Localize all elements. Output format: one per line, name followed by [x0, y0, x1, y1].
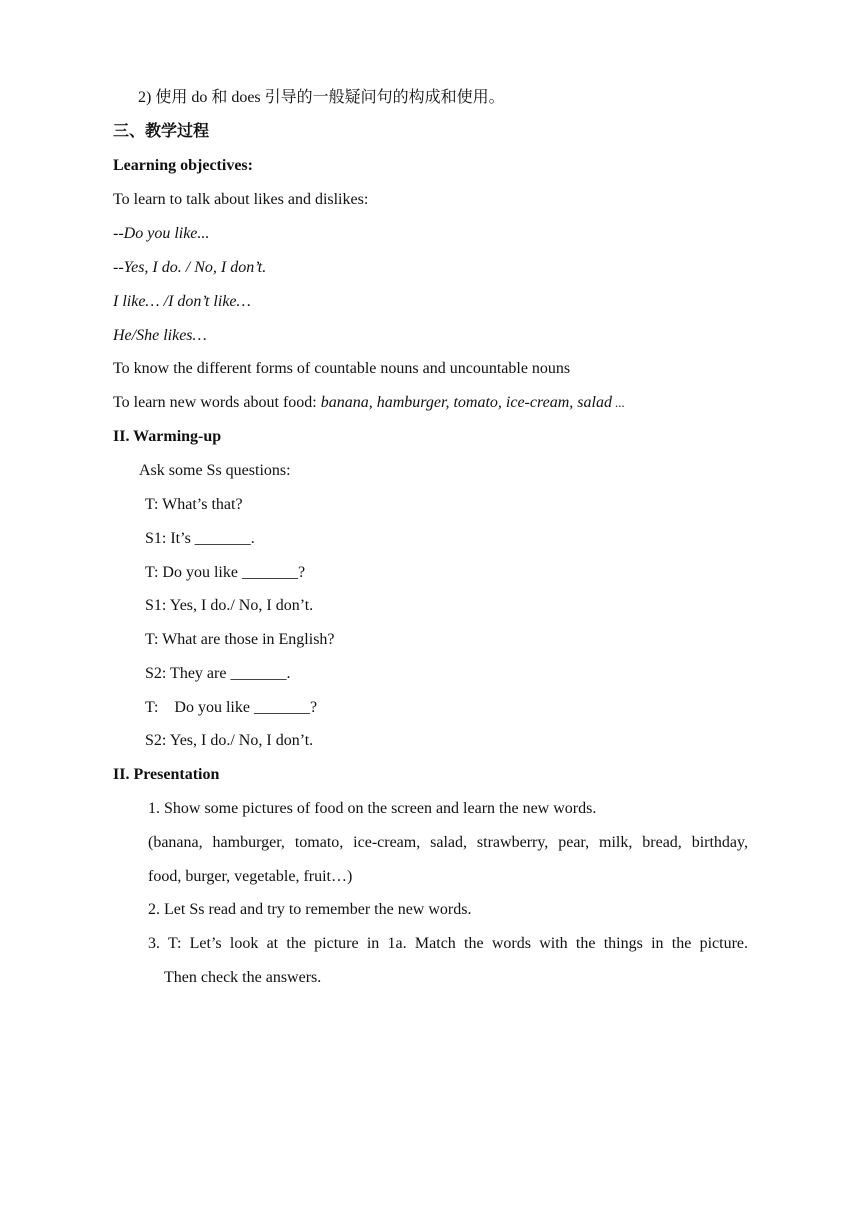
example-like: I like… /I don’t like…	[113, 293, 251, 310]
objective-words-list: banana, hamburger, tomato, ice-cream, salad	[320, 394, 612, 411]
example-he-she: He/She likes…	[113, 327, 207, 344]
dialogue-line: S1: Yes, I do./ No, I don’t.	[145, 597, 314, 614]
presentation-word-list: (banana, hamburger, tomato, ice-cream, salad, strawberry, pear, milk, bread, birthday,	[148, 834, 748, 851]
dialogue-line: T: What are those in English?	[145, 631, 335, 648]
dialogue-line: T: Do you like _______?	[145, 564, 306, 581]
objectives-heading: Learning objectives:	[113, 157, 253, 174]
dialogue-line: T: Do you like _______?	[145, 699, 318, 716]
dialogue-line: S1: It’s _______.	[145, 530, 255, 547]
section-3-heading: 三、教学过程	[113, 123, 210, 140]
dialogue-line: S2: They are _______.	[145, 665, 291, 682]
objective-words	[113, 393, 625, 413]
example-answer: --Yes, I do. / No, I don’t.	[113, 259, 267, 276]
objective-words-lead: To learn new words about food:	[113, 394, 321, 411]
dialogue-line: S2: Yes, I do./ No, I don’t.	[145, 732, 314, 749]
objective-nouns: To know the different forms of countable nouns and uncountable nouns	[113, 360, 571, 377]
presentation-step-3: 3. T: Let’s look at the picture in 1a. Match the words with the things in the picture.	[148, 935, 748, 952]
objective-words-ellipsis: ...	[611, 395, 625, 410]
objective-talk: To learn to talk about likes and dislikes:	[113, 191, 369, 208]
presentation-step-2: 2. Let Ss read and try to remember the new words.	[148, 901, 472, 918]
presentation-heading: II. Presentation	[113, 766, 220, 783]
presentation-word-list-continued: food, burger, vegetable, fruit…)	[148, 868, 353, 885]
example-question: --Do you like...	[113, 225, 210, 242]
teaching-point-2: 2) 使用 do 和 does 引导的一般疑问句的构成和使用。	[138, 89, 505, 106]
dialogue-line: T: What’s that?	[145, 496, 243, 513]
warmup-heading: II. Warming-up	[113, 428, 222, 445]
warmup-intro: Ask some Ss questions:	[139, 462, 291, 479]
presentation-step-3-continued: Then check the answers.	[164, 969, 322, 986]
presentation-step-1: 1. Show some pictures of food on the screen and learn the new words.	[148, 800, 597, 817]
